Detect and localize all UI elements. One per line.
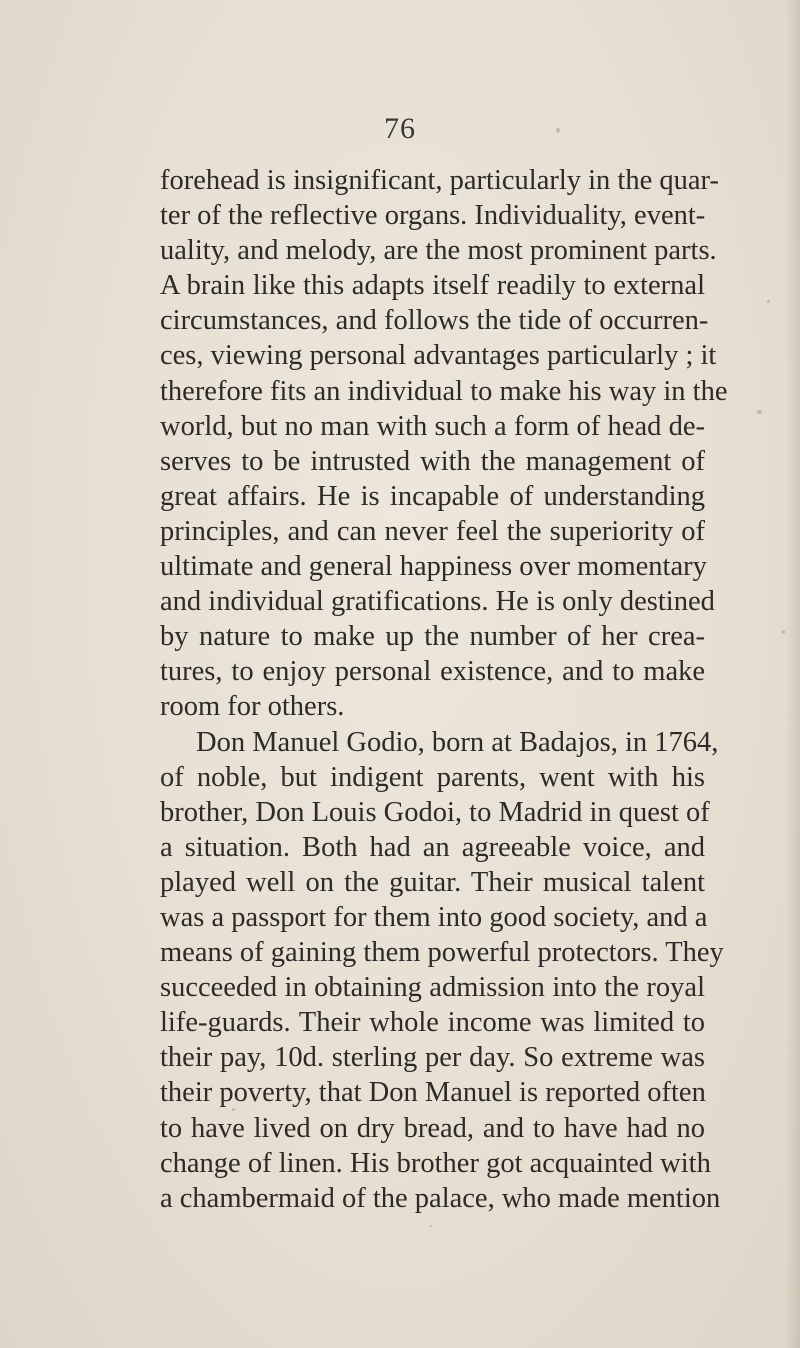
text-line: great affairs. He is incapable of understanding — [160, 480, 705, 512]
paper-speck — [767, 300, 770, 303]
paper-speck — [430, 1225, 432, 1227]
text-line: ter of the reflective organs. Individuality, event- — [160, 200, 706, 232]
paper-speck — [782, 630, 785, 634]
text-line: a situation. Both had an agreeable voice, and — [160, 831, 705, 863]
text-line: ces, viewing personal advantages particularly ; it — [160, 340, 717, 372]
paper-speck — [757, 410, 762, 414]
text-line: brother, Don Louis Godoi, to Madrid in quest of — [160, 796, 710, 828]
text-line: and individual gratifications. He is only destined — [160, 586, 715, 618]
page-edge-shadow — [786, 0, 800, 1348]
text-line: a chambermaid of the palace, who made mention — [160, 1182, 721, 1214]
text-line: change of linen. His brother got acquainted with — [160, 1147, 711, 1179]
text-line: forehead is insignificant, particularly in the quar- — [160, 165, 719, 196]
text-line: tures, to enjoy personal existence, and to make — [160, 656, 705, 688]
text-line: of noble, but indigent parents, went with his — [160, 761, 705, 793]
text-line: played well on the guitar. Their musical talent — [160, 866, 705, 898]
text-line: circumstances, and follows the tide of occurren- — [160, 305, 709, 337]
page-number: 76 — [384, 112, 416, 145]
text-line: room for others. — [160, 691, 345, 723]
text-line: serves to be intrusted with the management of — [160, 445, 705, 477]
text-line: by nature to make up the number of her crea- — [160, 621, 705, 653]
text-line: to have lived on dry bread, and to have had no — [160, 1112, 705, 1144]
text-line: world, but no man with such a form of head de- — [160, 410, 705, 442]
paragraph-start-line: Don Manuel Godio, born at Badajos, in 1764, — [196, 726, 719, 758]
text-line: their poverty, that Don Manuel is reported often — [160, 1077, 706, 1109]
text-line: their pay, 10d. sterling per day. So extreme was — [160, 1042, 705, 1074]
text-line: ultimate and general happiness over momentary — [160, 551, 707, 583]
text-line: life-guards. Their whole income was limited to — [160, 1007, 705, 1039]
body-text — [160, 163, 728, 1216]
text-line: succeeded in obtaining admission into the royal — [160, 972, 705, 1004]
text-line: A brain like this adapts itself readily to external — [160, 270, 705, 302]
text-line: therefore fits an individual to make his way in the — [160, 375, 728, 407]
text-line: means of gaining them powerful protectors. They — [160, 937, 724, 969]
text-line: uality, and melody, are the most prominent parts. — [160, 235, 717, 267]
text-line: was a passport for them into good society, and a — [160, 901, 708, 933]
text-line: principles, and can never feel the superiority of — [160, 515, 705, 547]
